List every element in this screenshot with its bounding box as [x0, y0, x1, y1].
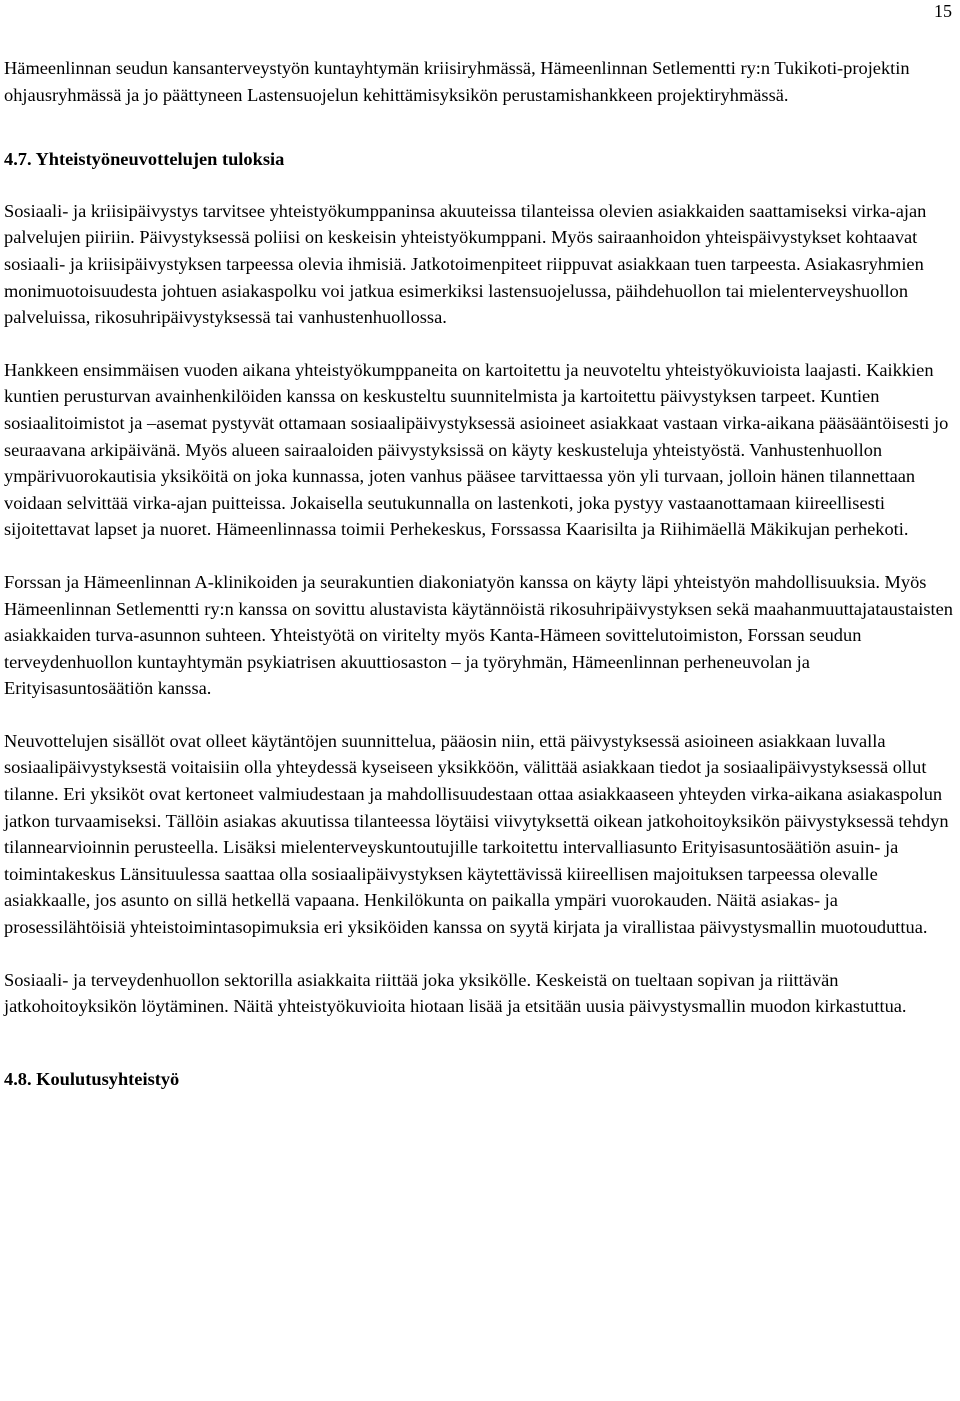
- paragraph-negotiations: Neuvottelujen sisällöt ovat olleet käytäntöjen suunnittelua, pääosin niin, että päivystyksessä asioineen asiakkaan luvalla sosiaalipäivystyksestä voitaisiin olla yhteydessä kyseiseen yksikköön, välittää asiakkaan tiedot ja sosiaalipäivystyksessä ollut tilanne. Eri yksiköt ovat kertoneet valmiudestaan ja mahdollisuudestaan ottaa asiakkaaseen yhteyden virka-aikana asiakaspolun jatkon turvaamiseksi. Tällöin asiakas akuutissa tilanteessa löytäisi viivytyksettä oikean jatkohoitoyksikön päivystyksessä tehdyn tilannearvioinnin perusteella. Lisäksi mielenterveyskuntoutujille tarkoitettu intervalliasunto Erityisasuntosäätiön asuin- ja toimintakeskus Länsituulessa saattaa olla sosiaalipäivystyksen käytettävissä kiireellisen majoituksen tarpeessa olevalle asiakkaalle, jos asunto on sillä hetkellä vapaana. Henkilökunta on paikalla ympäri vuorokauden. Näitä asiakas- ja prosessilähtöisiä yhteistoimintasopimuksia eri yksiköiden kanssa on syytä kirjata ja virallistaa päivystysmallin muotouduttua.: [4, 730, 949, 938]
- section-heading-4-8: 4.8. Koulutusyhteistyö: [4, 1068, 180, 1089]
- page-number: 15: [934, 1, 952, 21]
- section-heading-4-7: 4.7. Yhteistyöneuvottelujen tuloksia: [4, 149, 285, 170]
- paragraph-first-year: Hankkeen ensimmäisen vuoden aikana yhteistyökumppaneita on kartoitettu ja neuvoteltu yhteistyökuvioista laajasti. Kaikkien kuntien perusturvan avainhenkilöiden kanssa on keskusteltu suunnitelmista ja kartoitettu päivystyksen tarpeet. Kuntien sosiaalitoimistot ja –asemat pystyvät ottamaan sosiaalipäivystyksessä asioineet asiakkaat vastaan virka-aikana pääsääntöisesti jo seuraavana arkipäivänä. Myös alueen sairaaloiden päivystyksissä on käyty keskusteluja yhteistyöstä. Vanhustenhuollon ympärivuorokautisia yksiköitä on joka kunnassa, joten vanhus pääsee tarvittaessa yön yli turvaan, jolloin hänen tilannettaan voidaan selvittää virka-ajan puitteissa. Jokaisella seutukunnalla on lastenkoti, joka pystyy vastaanottamaan kiireellisesti sijoitettavat lapset ja nuoret. Hämeenlinnassa toimii Perhekeskus, Forssassa Kaarisilta ja Riihimäellä Mäkikujan perhekoti.: [4, 359, 949, 540]
- paragraph-a-clinics: Forssan ja Hämeenlinnan A-klinikoiden ja seurakuntien diakoniatyön kanssa on käyty läpi yhteistyön mahdollisuuksia. Myös Hämeenlinnan Setlementti ry:n kanssa on sovittu alustavista käytännöistä rikosuhripäivystyksen sekä maahanmuuttajataustaisten asiakkaiden turva-asunnon suhteen. Yhteistyötä on viritelty myös Kanta-Hämeen sovittelutoimiston, Forssan seudun terveydenhuollon kuntayhtymän psykiatrisen akuuttiosaston – ja työryhmän, Hämeenlinnan perheneuvolan ja Erityisasuntosäätiön kanssa.: [4, 571, 953, 699]
- document-body: [4, 55, 956, 1092]
- intro-paragraph: Hämeenlinnan seudun kansanterveystyön kuntayhtymän kriisiryhmässä, Hämeenlinnan Setlementti ry:n Tukikoti-projektin ohjausryhmässä ja jo päättyneen Lastensuojelun kehittämisyksikön perustamishankkeen projektiryhmässä.: [4, 58, 910, 105]
- paragraph-cooperation-needs: Sosiaali- ja kriisipäivystys tarvitsee yhteistyökumppaninsa akuuteissa tilanteissa olevien asiakkaiden saattamiseksi virka-ajan palvelujen piiriin. Päivystyksessä poliisi on keskeisin yhteistyökumppani. Myös sairaanhoidon yhteispäivystykset kohtaavat sosiaali- ja kriisipäivystyksen tarpeessa olevia ihmisiä. Jatkotoimenpiteet riippuvat asiakkaan tuen tarpeesta. Asiakasryhmien monimuotoisuudesta johtuen asiakaspolku voi jatkua esimerkiksi lastensuojelussa, päihdehuollon tai mielenterveyshuollon palveluissa, rikosuhripäivystyksessä tai vanhustenhuollossa.: [4, 200, 927, 328]
- paragraph-sector: Sosiaali- ja terveydenhuollon sektorilla asiakkaita riittää joka yksikölle. Keskeistä on tueltaan sopivan ja riittävän jatkohoitoyksikön löytäminen. Näitä yhteistyökuvioita hiotaan lisää ja etsitään uusia päivystysmallin muodon kirkastuttua.: [4, 969, 907, 1017]
